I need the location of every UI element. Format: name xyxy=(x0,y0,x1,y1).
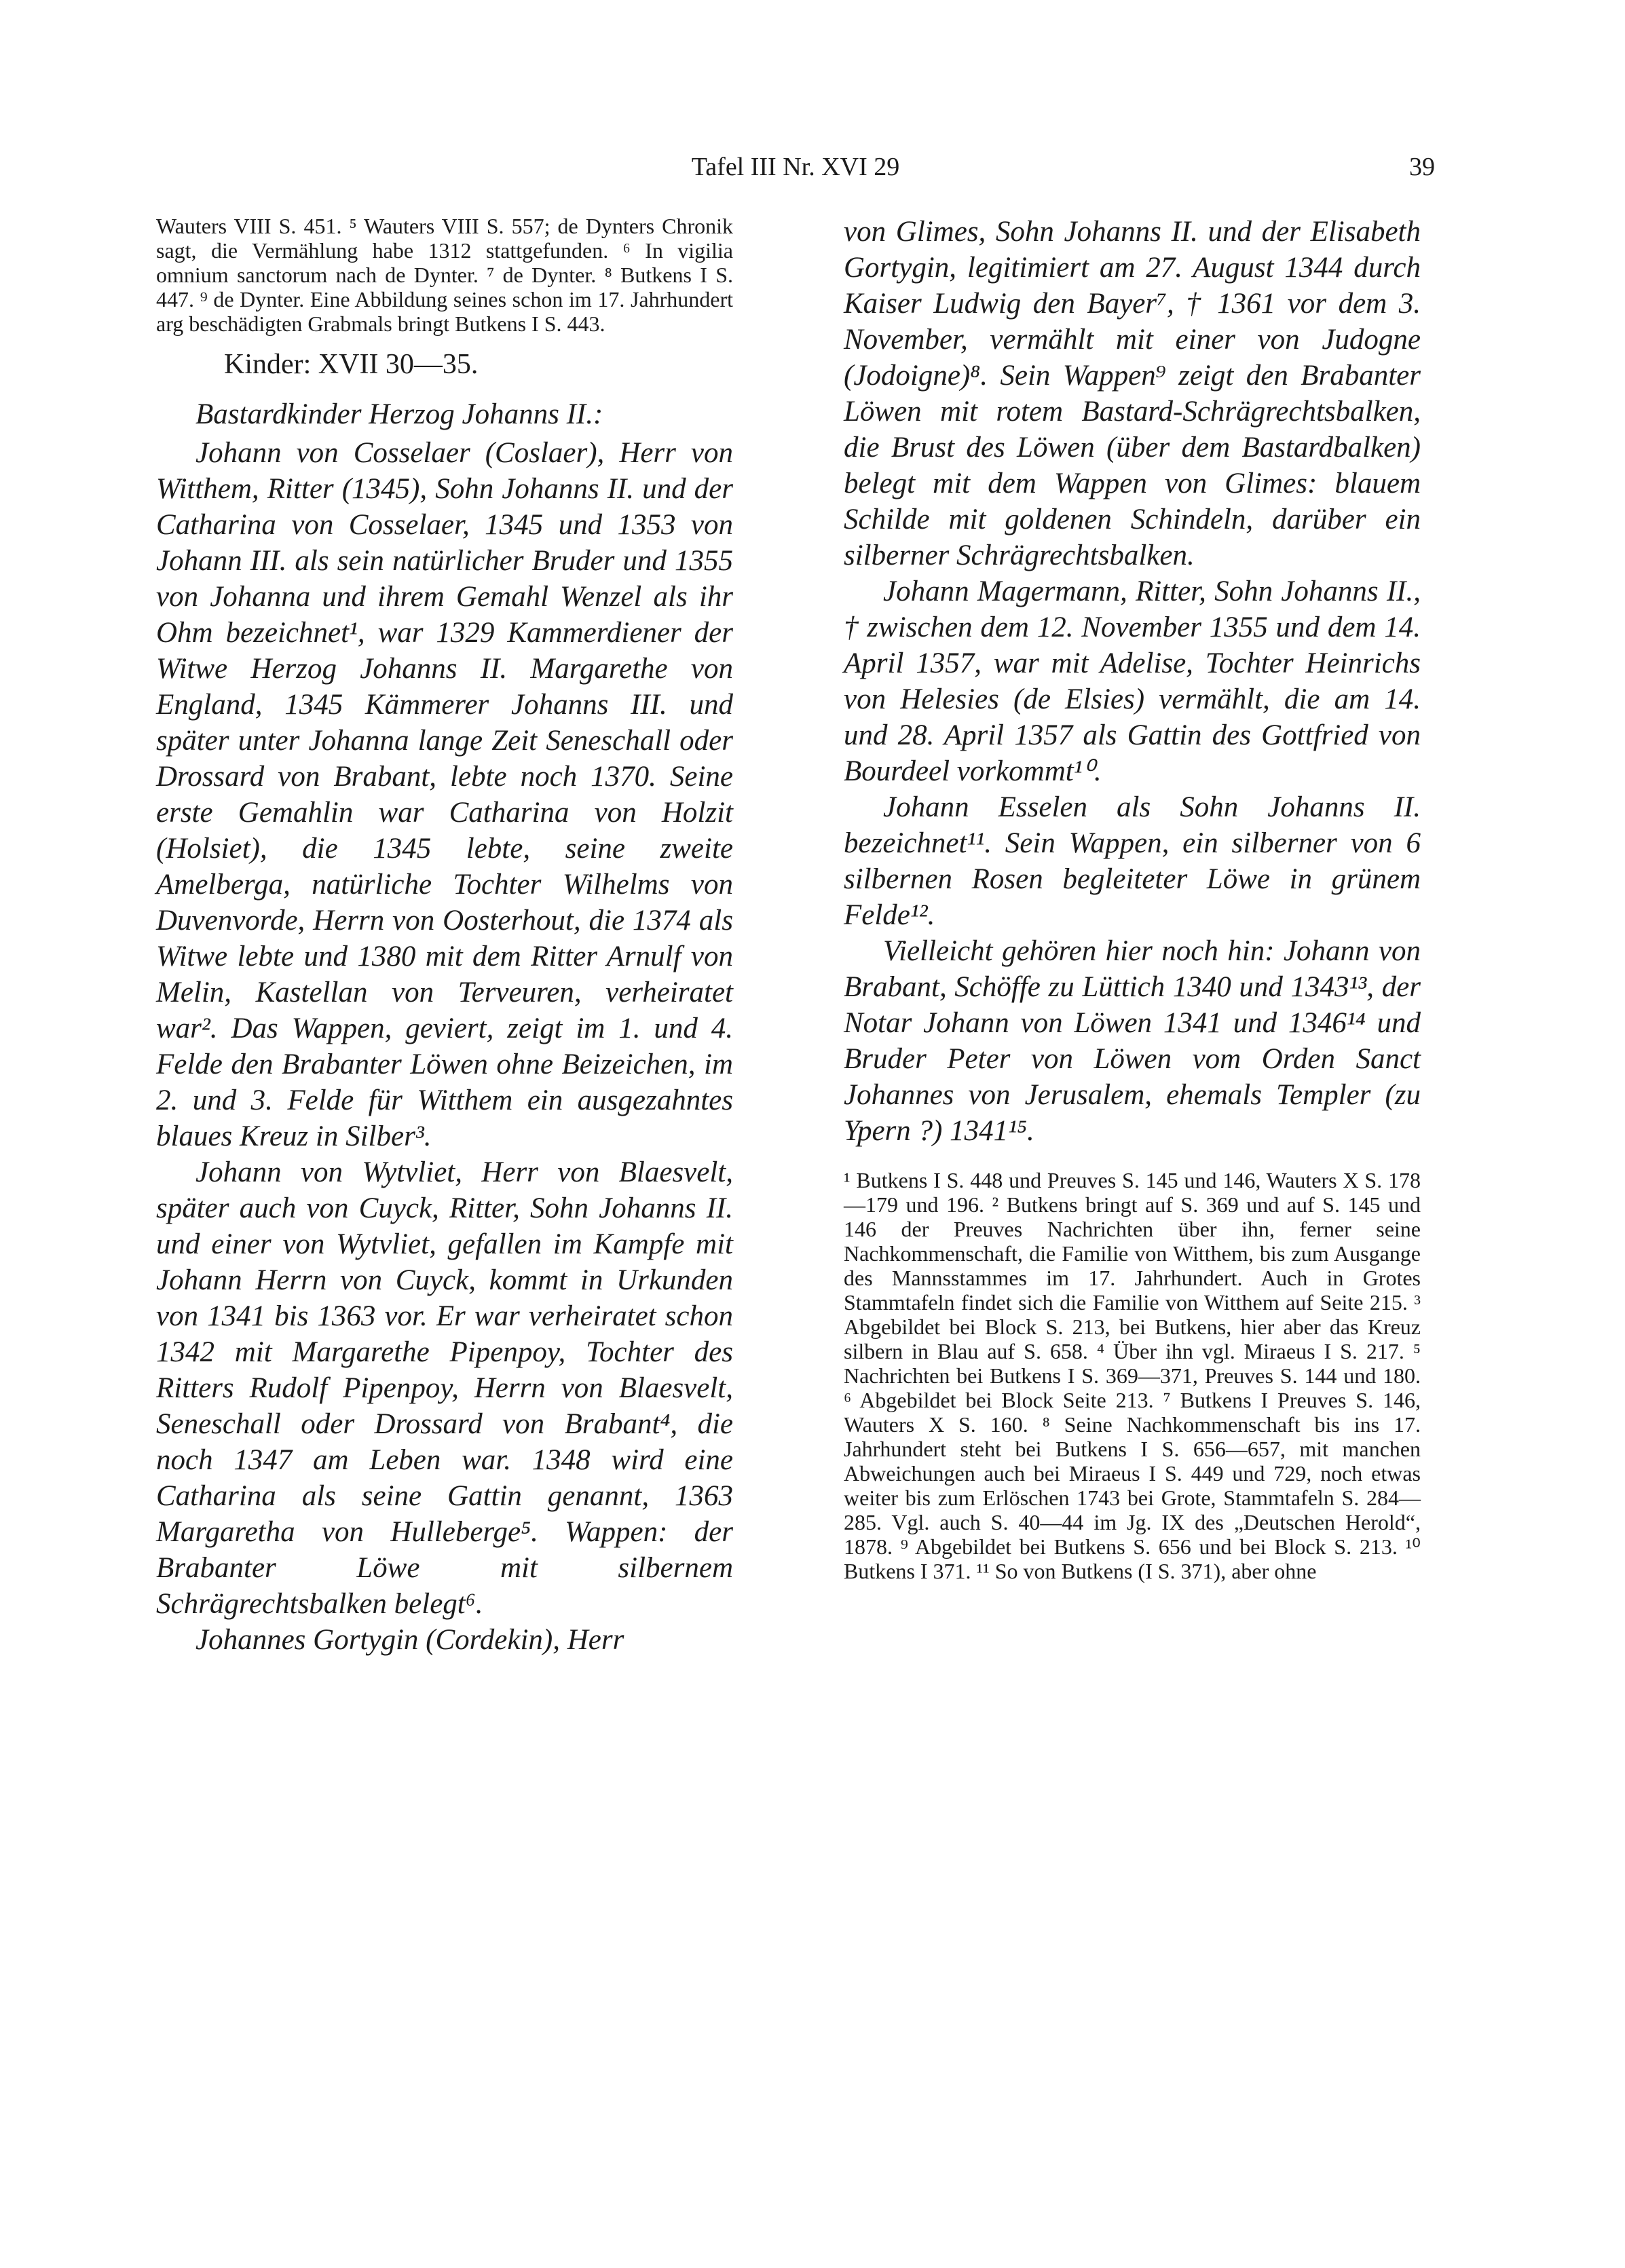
left-column xyxy=(156,214,733,1658)
footnote-gap xyxy=(844,1153,1421,1168)
entry-gortygin-continued: von Glimes, Sohn Johanns II. und der Elisabeth Gortygin, legitimiert am 27. August 1344 durch Kaiser Ludwig den Bayer⁷, † 1361 vor dem 3. November, vermählt mit einer von Judogne (Jodoigne)⁸. Sein Wappen⁹ zeigt den Brabanter Löwen mit rotem Bastard-Schrägrechtsbalken, die Brust des Löwen (über dem Bastardbalken) belegt mit dem Wappen von Glimes: blauem Schilde mit goldenen Schindeln, darüber ein silberner Schrägrechtsbalken. xyxy=(844,216,1421,571)
footnotes: ¹ Butkens I S. 448 und Preuves S. 145 und 146, Wauters X S. 178—179 und 196. ² Butkens bringt auf S. 369 und auf S. 145 und 146 der Preuves Nachrichten über ihn, ferner seine Nachkommenschaft, die Familie von Witthem, bis zum Ausgange des Mannsstammes im 17. Jahrhundert. Auch in Grotes Stammtafeln findet sich die Familie von Witthem auf Seite 215. ³ Abgebildet bei Block S. 213, bei Butkens, hier aber das Kreuz silbern in Blau auf S. 658. ⁴ Über ihn vgl. Miraeus I S. 217. ⁵ Nachrichten bei Butkens I S. 369—371, Preuves S. 144 und 180. ⁶ Abgebildet bei Block Seite 213. ⁷ Butkens I Preuves S. 146, Wauters X S. 160. ⁸ Seine Nachkommenschaft bis ins 17. Jahrhundert steht bei Butkens I S. 656—657, mit manchen Abweichungen auch bei Miraeus I S. 449 und 729, noch etwas weiter bis zum Erlöschen 1743 bei Grote, Stammtafeln S. 284—285. Vgl. auch S. 40—44 im Jg. IX des „Deutschen Herold“, 1878. ⁹ Abgebildet bei Butkens S. 656 und bei Block S. 213. ¹⁰ Butkens I 371. ¹¹ So von Butkens (I S. 371), aber ohne xyxy=(844,1168,1421,1583)
children-reference: Kinder: XVII 30—35. xyxy=(224,349,479,380)
page-number: 39 xyxy=(1409,153,1435,181)
entry-wytvliet: Johann von Wytvliet, Herr von Blaesvelt, später auch von Cuyck, Ritter, Sohn Johanns II. und einer von Wytvliet, gefallen im Kampfe mit Johann Herrn von Cuyck, kommt in Urkunden von 1341 bis 1363 vor. Er war verheiratet schon 1342 mit Margarethe Pipenpoy, Tochter des Ritters Rudolf Pipenpoy, Herrn von Blaesvelt, Seneschall oder Drossard von Brabant⁴, die noch 1347 am Leben war. 1348 wird eine Catharina als seine Gattin genannt, 1363 Margaretha von Hulleberge⁵. Wappen: der Brabanter Löwe mit silbernem Schrägrechtsbalken belegt⁶. xyxy=(156,1156,733,1620)
entry-cosselaer: Johann von Cosselaer (Coslaer), Herr von Witthem, Ritter (1345), Sohn Johanns II. und der Catharina von Cosselaer, 1345 und 1353 von Johann III. als sein natürlicher Bruder und 1355 von Johanna und ihrem Gemahl Wenzel als ihr Ohm bezeichnet¹, war 1329 Kammerdiener der Witwe Herzog Johanns II. Margarethe von England, 1345 Kämmerer Johanns III. und später unter Johanna lange Zeit Seneschall oder Drossard von Brabant, lebte noch 1370. Seine erste Gemahlin war Catharina von Holzit (Holsiet), die 1345 lebte, seine zweite Amelberga, natürliche Tochter Wilhelms von Duvenvorde, Herrn von Oosterhout, die 1374 als Witwe lebte und 1380 mit dem Ritter Arnulf von Melin, Kastellan von Terveuren, verheiratet war². Das Wappen, geviert, zeigt im 1. und 4. Felde den Brabanter Löwen ohne Beizeichen, im 2. und 3. Felde für Witthem ein ausgezahntes blaues Kreuz in Silber³. xyxy=(156,437,733,1152)
running-head xyxy=(156,152,1435,193)
right-column xyxy=(844,214,1421,1583)
entry-gortygin-start: Johannes Gortygin (Cordekin), Herr xyxy=(195,1624,624,1656)
running-title: Tafel III Nr. XVI 29 xyxy=(691,153,900,181)
entry-magermann: Johann Magermann, Ritter, Sohn Johanns II., † zwischen dem 12. November 1355 und dem 14. April 1357, war mit Adelise, Tochter Heinrichs von Helesies (de Elsies) vermählt, die am 14. und 28. April 1357 als Gattin des Gottfried von Bourdeel vorkommt¹⁰. xyxy=(844,575,1421,787)
footnotes-continued: Wauters VIII S. 451. ⁵ Wauters VIII S. 557; de Dynters Chronik sagt, die Vermählung habe 1312 stattgefunden. ⁶ In vigilia omnium sanctorum nach de Dynter. ⁷ de Dynter. ⁸ Butkens I S. 447. ⁹ de Dynter. Eine Abbildung seines schon im 17. Jahrhundert arg beschädigten Grabmals bringt Butkens I S. 443. xyxy=(156,214,733,336)
entry-further-candidates: Vielleicht gehören hier noch hin: Johann von Brabant, Schöffe zu Lüttich 1340 und 1343¹³, der Notar Johann von Löwen 1341 und 1346¹⁴ und Bruder Peter von Löwen vom Orden Sanct Johannes von Jerusalem, ehemals Templer (zu Ypern ?) 1341¹⁵. xyxy=(844,935,1421,1147)
section-heading: Bastardkinder Herzog Johanns II.: xyxy=(195,398,603,430)
entry-esselen: Johann Esselen als Sohn Johanns II. bezeichnet¹¹. Sein Wappen, ein silberner von 6 silbernen Rosen begleiteter Löwe in grünem Felde¹². xyxy=(844,791,1421,931)
